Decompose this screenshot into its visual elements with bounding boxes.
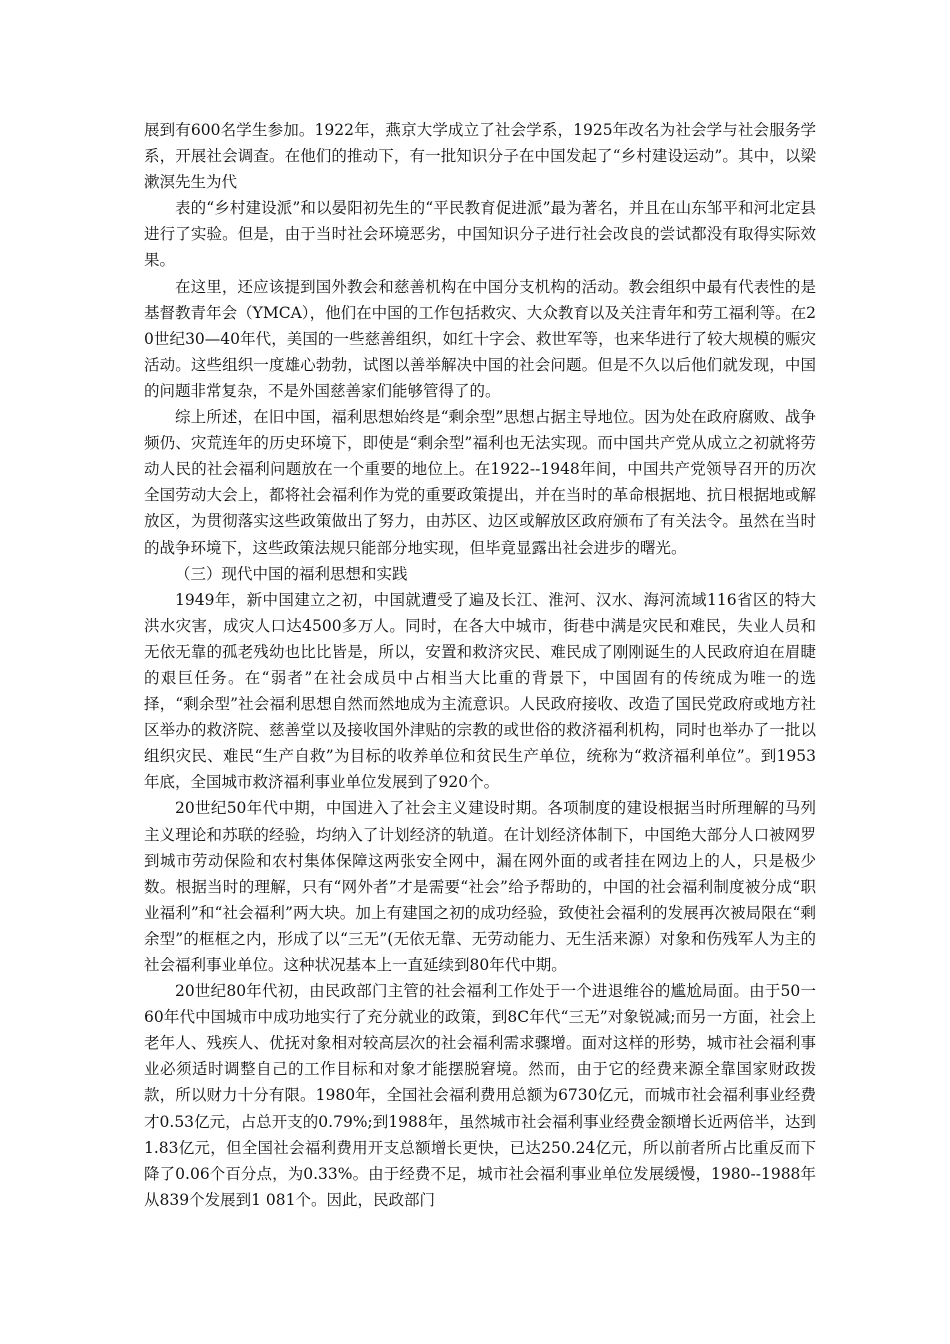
paragraph-1980s: 20世纪80年代初，由民政部门主管的社会福利工作处于一个进退维谷的尴尬局面。由于50一60年代中国城市中成功地实行了充分就业的政策，到8C年代“三无”对象锐减;而另一方面，社会上老年人、残疾人、优抚对象相对较高层次的社会福利需求骤增。面对这样的形势，城市社会福利事业必须适时调整自己的工作目标和对象才能摆脱窘境。然而，由于它的经费来源全靠国家财政拨款，所以财力十分有限。1980年，全国社会福利费用总额为6730亿元，而城市社会福利事业经费才0.53亿元，占总开支的0.79%;到1988年，虽然城市社会福利事业经费金额增长近两倍半，达到1.83亿元，但全国社会福利费用开支总额增长更快，已达250.24亿元，所以前者所占比重反而下降了0.06个百分点，为0.33%。由于经费不足，城市社会福利事业单位发展缓慢，1980--1988年从839个发展到1 081个。因此，民政部门 [144,982,816,1209]
paragraph-summary: 综上所述，在旧中国，福利思想始终是“剩余型”思想占据主导地位。因为处在政府腐败、战争频仍、灾荒连年的历史环境下，即使是“剩余型”福利也无法实现。而中国共产党从成立之初就将劳动人民的社会福利问题放在一个重要的地位上。在1922--1948年间，中国共产党领导召开的历次全国劳动大会上，都将社会福利作为党的重要政策提出，并在当时的革命根据地、抗日根据地或解放区，为贯彻落实这些政策做出了努力，由苏区、边区或解放区政府颁布了有关法令。虽然在当时的战争环境下，这些政策法规只能部分地实现，但毕竟显露出社会进步的曙光。 [144,408,816,557]
document-page [144,117,816,1213]
paragraph-1949: 1949年，新中国建立之初，中国就遭受了遍及长江、淮河、汉水、海河流域116省区的特大洪水灾害，成灾人口达4500多万人。同时，在各大中城市，街巷中满是灾民和难民，失业人员和无依无靠的孤老残幼也比比皆是，所以，安置和救济灾民、难民成了刚刚诞生的人民政府迫在眉睫的艰巨任务。在“弱者”在社会成员中占相当大比重的背景下，中国固有的传统成为唯一的选择，“剩余型”社会福利思想自然而然地成为主流意识。人民政府接收、改造了国民党政府或地方社区举办的救济院、慈善堂以及接收国外津贴的宗教的或世俗的救济福利机构，同时也举办了一批以组织灾民、难民“生产自救”为目标的收养单位和贫民生产单位，统称为“救济福利单位”。到1953年底，全国城市救济福利事业单位发展到了920个。 [144,590,816,792]
paragraph-rural-construction: 表的“乡村建设派”和以晏阳初先生的“平民教育促进派”最为著名，并且在山东邹平和河北定县进行了实验。但是，由于当时社会环境恶劣，中国知识分子进行社会改良的尝试都没有取得实际效果。 [144,199,816,270]
paragraph-1950s: 20世纪50年代中期，中国进入了社会主义建设时期。各项制度的建设根据当时所理解的马列主义理论和苏联的经验，均纳入了计划经济的轨道。在计划经济体制下，中国绝大部分人口被网罗到城市劳动保险和农村集体保障这两张安全网中，漏在网外面的或者挂在网边上的人，只是极少数。根据当时的理解，只有“网外者”才是需要“社会”给予帮助的，中国的社会福利制度被分成“职业福利”和“社会福利”两大块。加上有建国之初的成功经验，致使社会福利的发展再次被局限在“剩余型”的框框之内，形成了以“三无”(无依无靠、无劳动能力、无生活来源）对象和伤残军人为主的社会福利事业单位。这种状况基本上一直延续到80年代中期。 [144,799,816,974]
section-heading: （三）现代中国的福利思想和实践 [175,564,408,583]
paragraph-foreign-charities: 在这里，还应该提到国外教会和慈善机构在中国分支机构的活动。教会组织中最有代表性的是基督教青年会（YMCA），他们在中国的工作包括救灾、大众教育以及关注青年和劳工福利等。在20世纪30—40年代，美国的一些慈善组织，如红十字会、救世军等，也来华进行了较大规模的赈灾活动。这些组织一度雄心勃勃，试图以善举解决中国的社会问题。但是不久以后他们就发现，中国的问题非常复杂，不是外国慈善家们能够管得了的。 [144,277,816,400]
paragraph-continued: 展到有600名学生参加。1922年，燕京大学成立了社会学系，1925年改名为社会学与社会服务学系，开展社会调查。在他们的推动下，有一批知识分子在中国发起了“乡村建设运动”。其中，以梁漱溟先生为代 [144,121,816,192]
